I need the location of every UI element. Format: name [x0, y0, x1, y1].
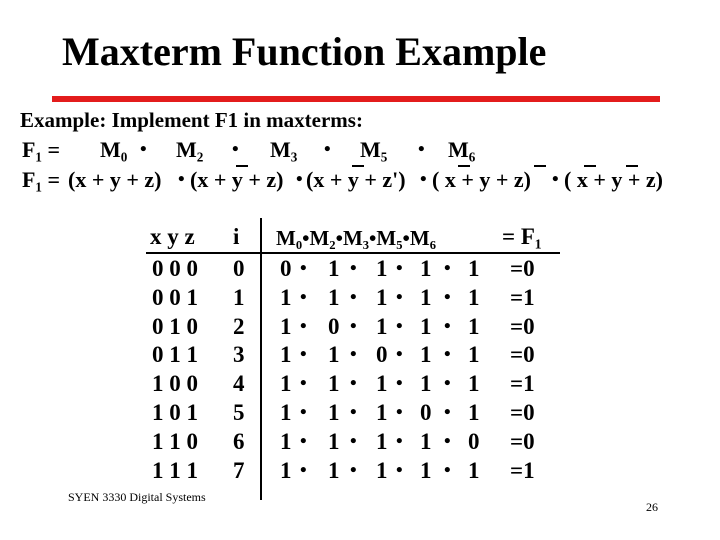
and-dot: • [418, 139, 425, 160]
maxterm-value-cell: 1 [420, 284, 432, 310]
maxterm-value-cell: 1 [376, 256, 388, 281]
index-cell: 7 [233, 457, 245, 483]
complement-bar [584, 165, 596, 167]
maxterm-value-cell: 0 [376, 342, 388, 368]
maxterm-value-cell: 1 [328, 457, 340, 483]
maxterm-value-cell: 1 [420, 428, 432, 454]
and-dot: • [444, 286, 451, 308]
f1-cell: =0 [510, 428, 535, 454]
and-dot: • [350, 258, 357, 279]
index-cell: 3 [233, 342, 245, 368]
maxterm-value-cell: 1 [328, 284, 340, 310]
and-dot: • [444, 459, 451, 481]
and-dot: • [350, 373, 357, 395]
and-dot: • [396, 286, 403, 308]
maxterm-value-cell: 1 [468, 313, 480, 339]
complement-bar [458, 165, 470, 167]
and-dot: • [300, 315, 307, 337]
index-cell: 6 [233, 428, 245, 454]
f1-cell: =1 [510, 284, 535, 310]
header-index: i [233, 224, 240, 249]
maxterm-value-cell: 0 [280, 256, 292, 281]
maxterm-label: M₂ [176, 137, 204, 162]
maxterm-value-cell: 1 [468, 400, 480, 425]
maxterm-value-cell: 1 [280, 428, 292, 454]
and-dot: • [296, 169, 303, 190]
and-dot: • [350, 286, 357, 308]
maxterm-value-cell: 1 [328, 400, 340, 425]
and-dot: • [396, 315, 403, 337]
and-dot: • [444, 344, 451, 366]
maxterm-value-cell: 1 [468, 342, 480, 368]
f1-cell: =0 [510, 342, 535, 368]
index-cell: 5 [233, 400, 245, 425]
maxterm-value-cell: 1 [328, 342, 340, 368]
and-dot: • [300, 373, 307, 395]
maxterm-value-cell: 1 [420, 371, 432, 397]
maxterm-value-cell: 1 [280, 313, 292, 339]
maxterm-value-cell: 1 [468, 457, 480, 483]
and-dot: • [300, 344, 307, 366]
and-dot: • [396, 402, 403, 423]
and-dot: • [444, 258, 451, 279]
column-divider [260, 218, 262, 500]
index-cell: 1 [233, 284, 245, 310]
maxterm: ( x + y + z) [432, 167, 531, 192]
f1-cell: =1 [510, 371, 535, 397]
maxterm-value-cell: 1 [328, 256, 340, 281]
and-dot: • [444, 373, 451, 395]
maxterm: (x + y + z) [68, 167, 162, 192]
maxterm-value-cell: 1 [420, 313, 432, 339]
maxterm-value-cell: 1 [376, 371, 388, 397]
maxterm-value-cell: 0 [420, 400, 432, 425]
maxterm-value-cell: 1 [468, 371, 480, 397]
slide-title: Maxterm Function Example [62, 29, 547, 74]
xyz-cell: 1 0 1 [152, 400, 198, 425]
maxterm-value-cell: 1 [468, 256, 480, 281]
maxterm-value-cell: 0 [328, 313, 340, 339]
and-dot: • [140, 139, 147, 160]
maxterm-label: M₃ [270, 137, 298, 162]
complement-bar [236, 165, 248, 167]
f1-lhs: F₁ = [22, 167, 61, 192]
and-dot: • [420, 169, 427, 190]
and-dot: • [396, 430, 403, 452]
xyz-cell: 0 1 1 [152, 342, 198, 368]
and-dot: • [350, 315, 357, 337]
f1-cell: =1 [510, 457, 535, 483]
and-dot: • [396, 459, 403, 481]
maxterm-value-cell: 1 [376, 284, 388, 310]
and-dot: • [350, 344, 357, 366]
xyz-cell: 1 0 0 [152, 371, 198, 397]
and-dot: • [300, 430, 307, 452]
complement-bar [352, 165, 364, 167]
xyz-cell: 0 1 0 [152, 313, 198, 339]
f1-cell: =0 [510, 313, 535, 339]
maxterm-label: M₀ [100, 137, 128, 162]
footer-course: SYEN 3330 Digital Systems [68, 490, 206, 504]
header-xyz: x y z [150, 224, 195, 249]
and-dot: • [396, 373, 403, 395]
example-line: Example: Implement F1 in maxterms: [20, 108, 363, 132]
maxterm-value-cell: 1 [280, 342, 292, 368]
and-dot: • [350, 459, 357, 481]
and-dot: • [444, 315, 451, 337]
f1-cell: =0 [510, 400, 535, 425]
header-product: M₀•M₂•M₃•M₅•M₆ [276, 226, 436, 250]
maxterm-value-cell: 1 [280, 457, 292, 483]
f1-lhs: F₁ = [22, 137, 61, 162]
and-dot: • [178, 169, 185, 190]
maxterm-value-cell: 1 [376, 457, 388, 483]
maxterm-value-cell: 1 [420, 457, 432, 483]
and-dot: • [444, 430, 451, 452]
complement-bar [626, 165, 638, 167]
f1-cell: =0 [510, 256, 535, 281]
and-dot: • [232, 139, 239, 160]
maxterm-value-cell: 1 [328, 428, 340, 454]
index-cell: 0 [233, 256, 245, 281]
maxterm: (x + y + z) [190, 167, 284, 192]
maxterm-label: M₆ [448, 137, 476, 162]
maxterm-value-cell: 0 [468, 428, 480, 454]
maxterm-value-cell: 1 [376, 400, 388, 425]
and-dot: • [350, 430, 357, 452]
maxterm: (x + y + z') [306, 167, 406, 192]
and-dot: • [396, 258, 403, 279]
maxterm-value-cell: 1 [420, 256, 432, 281]
maxterm-value-cell: 1 [280, 371, 292, 397]
complement-bar [534, 165, 546, 167]
and-dot: • [300, 286, 307, 308]
maxterm-value-cell: 1 [468, 284, 480, 310]
xyz-cell: 1 1 0 [152, 428, 198, 454]
and-dot: • [324, 139, 331, 160]
and-dot: • [396, 344, 403, 366]
xyz-cell: 0 0 1 [152, 284, 198, 310]
and-dot: • [300, 258, 307, 279]
maxterm: ( x + y + z) [564, 167, 663, 192]
maxterm-value-cell: 1 [376, 313, 388, 339]
index-cell: 4 [233, 371, 245, 397]
maxterm-value-cell: 1 [280, 284, 292, 310]
maxterm-value-cell: 1 [328, 371, 340, 397]
page-number: 26 [646, 500, 658, 514]
header-divider [146, 252, 560, 254]
header-f1: = F₁ [502, 224, 542, 249]
and-dot: • [350, 402, 357, 423]
maxterm-value-cell: 1 [376, 428, 388, 454]
title-underline [52, 96, 660, 102]
maxterm-label: M₅ [360, 137, 388, 162]
xyz-cell: 0 0 0 [152, 256, 198, 281]
maxterm-value-cell: 1 [280, 400, 292, 425]
xyz-cell: 1 1 1 [152, 457, 198, 483]
and-dot: • [444, 402, 451, 423]
and-dot: • [552, 169, 559, 190]
maxterm-value-cell: 1 [420, 342, 432, 368]
index-cell: 2 [233, 313, 245, 339]
and-dot: • [300, 459, 307, 481]
and-dot: • [300, 402, 307, 423]
